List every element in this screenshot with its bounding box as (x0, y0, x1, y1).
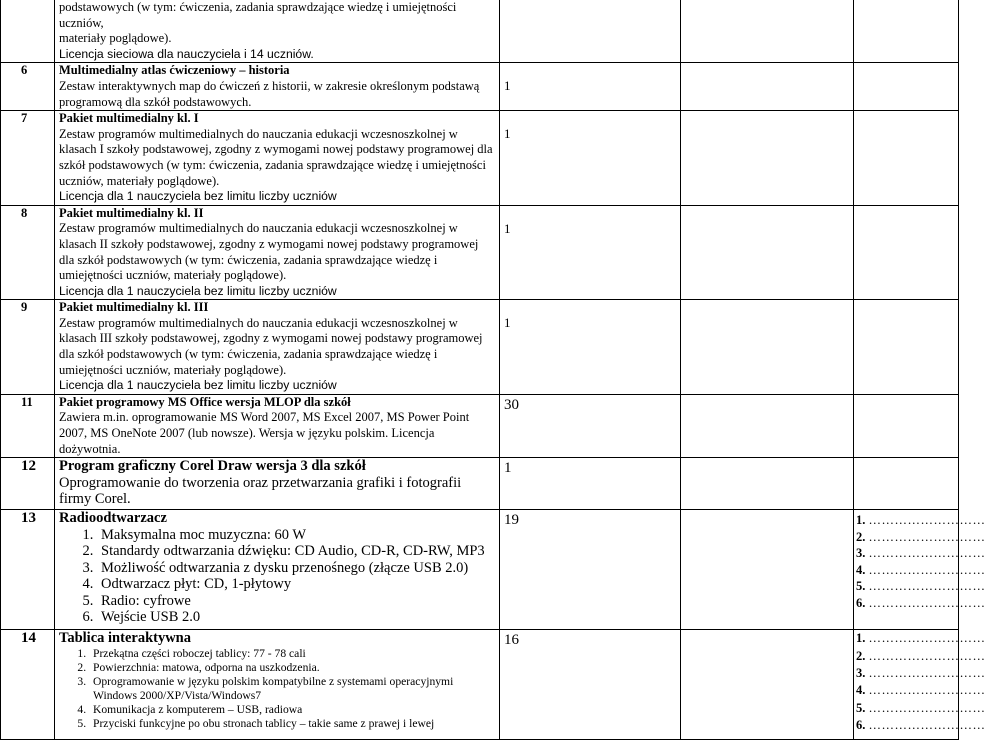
table-row (1, 63, 959, 111)
list-item: 5. Przyciski funkcyjne po obu stronach tablicy – takie same z prawej i lewej (89, 717, 495, 731)
offer-parameters-cell (681, 63, 854, 111)
table-row (1, 510, 959, 630)
row-description (55, 458, 500, 510)
offer-notes-cell (854, 630, 986, 740)
item-title: Program graficzny Corel Draw wersja 3 dla szkół (59, 458, 366, 475)
list-item: 3. Możliwość odtwarzania z dysku przenośnego (złącze USB 2.0) (97, 560, 495, 577)
list-item: 1. Przekątna części roboczej tablicy: 77 - 78 cali (89, 647, 495, 661)
table-row (1, 458, 959, 510)
fill-in-line[interactable]: 5. ……………………… (856, 700, 986, 715)
offer-notes-cell (854, 510, 986, 630)
list-item: 1. Maksymalna moc muzyczna: 60 W (97, 527, 495, 544)
offer-parameters-cell (681, 630, 854, 740)
feature-list (59, 527, 495, 626)
row-quantity: 1 (500, 205, 681, 300)
table-row (1, 630, 959, 740)
row-description (55, 0, 500, 63)
row-description (55, 205, 500, 300)
fill-in-line[interactable]: 2. ……………………… (856, 529, 986, 544)
row-quantity: 19 (500, 510, 681, 630)
item-description: Zawiera m.in. oprogramowanie MS Word 2007, MS Excel 2007, MS Power Point 2007, MS OneNote 2007 (lub nowsze). Wersja w języku polskim. Licencja dożywotnia. (59, 410, 470, 456)
item-description: Zestaw programów multimedialnych do nauczania edukacji wczesnoszkolnej w klasach III szkoły podstawowej, zgodny z wymogami nowej podstawy programowej dla szkół podstawowych (w tym: ćwiczenia, zadania sprawdzające wiedzę i umiejętności uczniów, materiały poglądowe). (59, 315, 483, 377)
item-title: Pakiet programowy MS Office wersja MLOP dla szkół (59, 394, 351, 409)
offer-notes-cell (854, 394, 959, 457)
table-row (1, 300, 959, 395)
row-description (55, 300, 500, 395)
list-item: 2. Standardy odtwarzania dźwięku: CD Audio, CD-R, CD-RW, MP3 (97, 543, 495, 560)
row-number: 7 (1, 111, 55, 206)
list-item: 4. Komunikacja z komputerem – USB, radiowa (89, 703, 495, 717)
fill-in-line[interactable]: 6. ……………………… (856, 718, 986, 733)
license-text: Licencja dla 1 nauczyciela bez limitu liczby uczniów (59, 189, 337, 204)
item-description: Zestaw programów multimedialnych do nauczania edukacji wczesnoszkolnej w klasach II szkoły podstawowej, zgodny z wymogami nowej podstawy programowej dla szkół podstawowych (w tym: ćwiczenia, zadania sprawdzające wiedzę i umiejętności uczniów, materiały poglądowe). (59, 221, 479, 283)
list-item: 6. Wejście USB 2.0 (97, 609, 495, 626)
description-line: materiały poglądowe). (59, 31, 172, 46)
fill-in-line[interactable]: 1. ……………………… (856, 631, 986, 646)
row-number: 11 (1, 394, 55, 457)
row-description (55, 630, 500, 740)
fill-in-line[interactable]: 2. ……………………… (856, 648, 986, 663)
offer-parameters-cell (681, 510, 854, 630)
table-row (1, 0, 959, 63)
offer-notes-cell (854, 300, 959, 395)
table-row (1, 205, 959, 300)
offer-notes-cell (854, 63, 959, 111)
license-text: Licencja sieciowa dla nauczyciela i 14 uczniów. (59, 46, 314, 61)
table-row (1, 111, 959, 206)
offer-parameters-cell (681, 205, 854, 300)
table-row (1, 394, 959, 457)
row-description (55, 510, 500, 630)
fill-in-line[interactable]: 3. ……………………… (856, 666, 986, 681)
fill-in-line[interactable]: 1. ……………………… (856, 513, 986, 528)
row-quantity: 1 (500, 63, 681, 111)
offer-notes-cell (854, 205, 959, 300)
row-number: 13 (1, 510, 55, 630)
row-quantity: 1 (500, 458, 681, 510)
item-title: Pakiet multimedialny kl. III (59, 300, 209, 315)
list-item: 2. Powierzchnia: matowa, odporna na uszkodzenia. (89, 661, 495, 675)
license-text: Licencja dla 1 nauczyciela bez limitu liczby uczniów (59, 378, 337, 393)
row-description (55, 111, 500, 206)
item-title: Tablica interaktywna (59, 630, 191, 647)
row-quantity: 1 (500, 111, 681, 206)
row-number: 14 (1, 630, 55, 740)
list-item: 4. Odtwarzacz płyt: CD, 1-płytowy (97, 576, 495, 593)
row-number: 9 (1, 300, 55, 395)
row-number: 6 (1, 63, 55, 111)
fill-in-line[interactable]: 6. ……………………… (856, 595, 986, 610)
description-line: podstawowych (w tym: ćwiczenia, zadania sprawdzające wiedzę i umiejętności uczniów, (59, 0, 457, 30)
offer-parameters-cell (681, 394, 854, 457)
offer-parameters-cell (681, 300, 854, 395)
fill-in-list (854, 510, 986, 611)
row-quantity: 1 (500, 300, 681, 395)
item-description: Zestaw interaktywnych map do ćwiczeń z historii, w zakresie określonym podstawą programową dla szkół podstawowych. (59, 78, 480, 109)
license-text: Licencja dla 1 nauczyciela bez limitu liczby uczniów (59, 283, 337, 298)
offer-notes-cell (854, 0, 959, 63)
feature-list (59, 647, 495, 731)
item-description: Oprogramowanie do tworzenia oraz przetwarzania grafiki i fotografii firmy Corel. (59, 474, 462, 508)
item-title: Radioodtwarzacz (59, 510, 167, 527)
row-number: 12 (1, 458, 55, 510)
list-item: 3. Oprogramowanie w języku polskim kompatybilne z systemami operacyjnymi Windows 2000/XP/Vista/Windows7 (89, 675, 495, 703)
row-number (1, 0, 55, 63)
offer-notes-cell (854, 458, 959, 510)
row-description (55, 63, 500, 111)
item-title: Multimedialny atlas ćwiczeniowy – historia (59, 63, 290, 78)
fill-in-line[interactable]: 4. ……………………… (856, 562, 986, 577)
fill-in-line[interactable]: 3. ……………………… (856, 546, 986, 561)
list-item: 5. Radio: cyfrowe (97, 593, 495, 610)
fill-in-line[interactable]: 4. ……………………… (856, 683, 986, 698)
row-quantity: 30 (500, 394, 681, 457)
row-description (55, 394, 500, 457)
offer-parameters-cell (681, 111, 854, 206)
item-title: Pakiet multimedialny kl. II (59, 205, 204, 220)
fill-in-line[interactable]: 5. ……………………… (856, 579, 986, 594)
row-quantity: 16 (500, 630, 681, 740)
row-number: 8 (1, 205, 55, 300)
offer-notes-cell (854, 111, 959, 206)
fill-in-list (854, 630, 986, 734)
row-quantity (500, 0, 681, 63)
item-description: Zestaw programów multimedialnych do nauczania edukacji wczesnoszkolnej w klasach I szkoły podstawowej, zgodny z wymogami nowej podstawy programowej dla szkół podstawowych (w tym: ćwiczenia, zadania sprawdzające wiedzę i umiejętności uczniów, materiały poglądowe). (59, 126, 493, 188)
offer-parameters-cell (681, 458, 854, 510)
item-title: Pakiet multimedialny kl. I (59, 111, 199, 126)
offer-parameters-cell (681, 0, 854, 63)
